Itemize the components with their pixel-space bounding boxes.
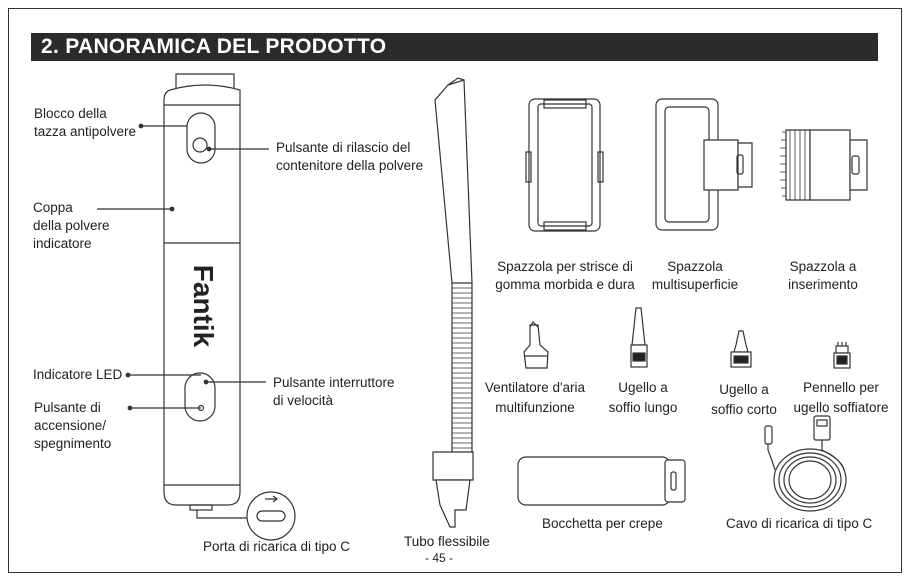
label-flexible-tube: Tubo flessibile xyxy=(404,534,490,549)
label-nozzle-brush: Pennello per ugello soffiatore xyxy=(793,380,889,415)
section-title: 2. PANORAMICA DEL PRODOTTO xyxy=(41,35,387,58)
crevice-tool-icon xyxy=(518,457,685,505)
label-soft-rubber-brush: Spazzola per strisce di gomma morbida e dura xyxy=(495,259,635,292)
multisurface-brush-icon xyxy=(656,99,752,230)
label-typec-port: Porta di ricarica di tipo C xyxy=(203,539,351,554)
label-insert-brush: Spazzola a inserimento xyxy=(788,259,858,292)
label-long-nozzle: Ugello a soffio lungo xyxy=(608,380,678,415)
long-nozzle-icon xyxy=(631,308,647,367)
nozzle-brush-icon xyxy=(834,342,850,368)
label-multisurface-brush: Spazzola multisuperficie xyxy=(651,259,739,292)
label-speed-switch: Pulsante interruttore di velocità xyxy=(273,375,395,408)
label-dust-container-release: Pulsante di rilascio del contenitore della polvere xyxy=(276,140,424,173)
insert-brush-icon xyxy=(786,130,867,200)
label-crevice-tool: Bocchetta per crepe xyxy=(542,516,663,531)
label-short-nozzle: Ugello a soffio corto xyxy=(711,382,777,417)
soft-rubber-brush-icon xyxy=(526,99,603,231)
label-power-button: Pulsante di accensione/ spegnimento xyxy=(34,400,112,451)
label-multifunction-fan: Ventilatore d'aria multifunzione xyxy=(484,380,586,415)
label-indicator-cup: Coppa della polvere indicatore xyxy=(33,200,110,251)
typec-cable-icon xyxy=(765,416,846,511)
label-led-indicator: Indicatore LED xyxy=(33,367,123,382)
air-fan-icon xyxy=(524,322,548,368)
page-number: - 45 - xyxy=(425,551,454,565)
flexible-tube-icon xyxy=(433,78,473,527)
label-dust-cup-lock: Blocco della tazza antipolvere xyxy=(34,106,137,139)
brand-logo: Fantik xyxy=(188,264,219,348)
label-typec-cable: Cavo di ricarica di tipo C xyxy=(726,516,873,531)
short-nozzle-icon xyxy=(731,331,751,367)
